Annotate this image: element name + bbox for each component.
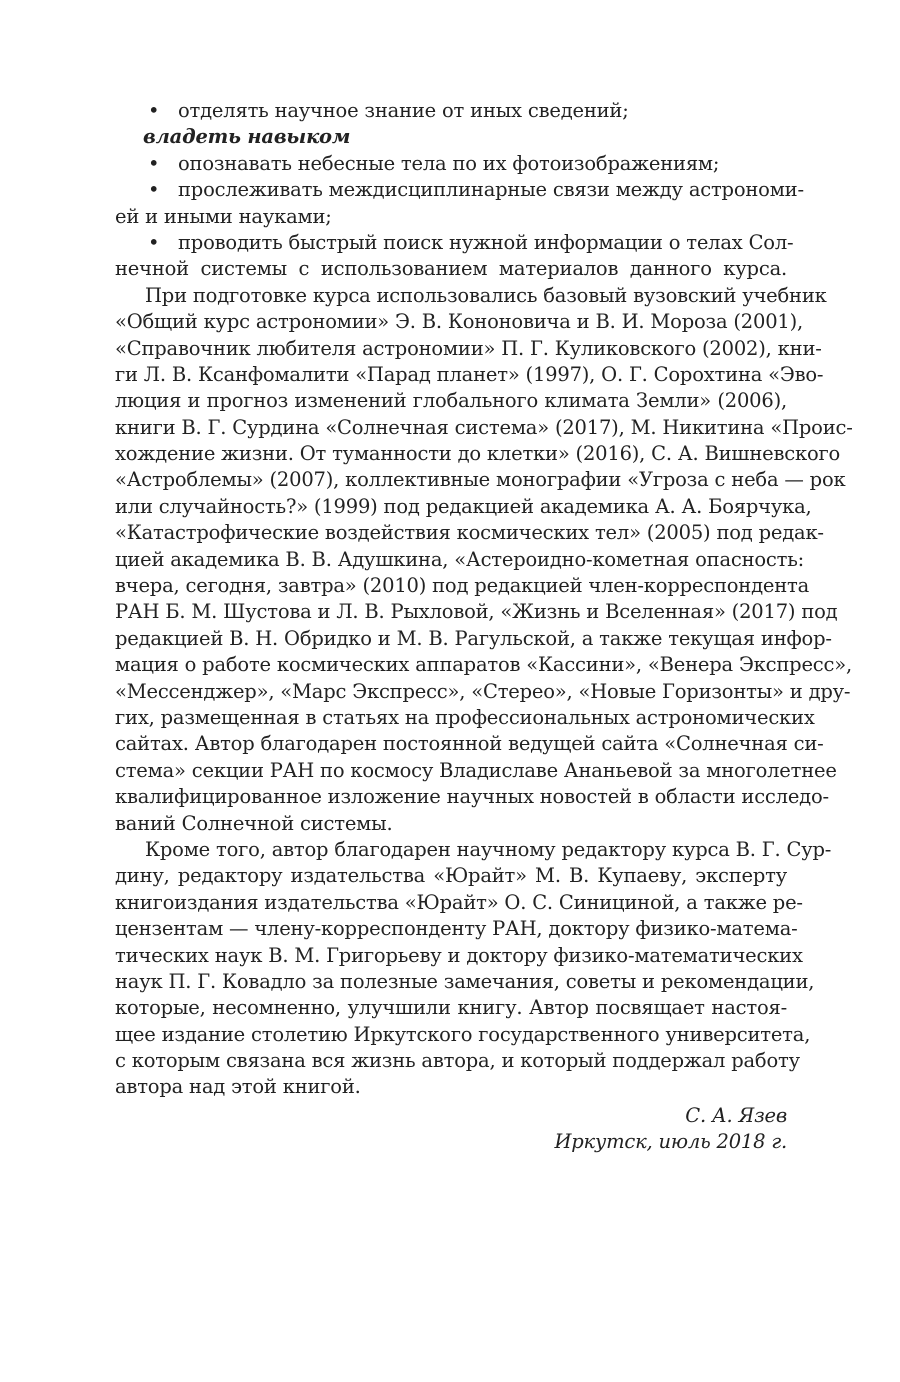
paragraph-line: с которым связана вся жизнь автора, и который поддержал работу xyxy=(115,1049,800,1073)
bullet-icon: • xyxy=(148,99,160,122)
paragraph-line: «Справочник любителя астрономии» П. Г. Куликовского (2002), кни- xyxy=(115,336,822,360)
list-item xyxy=(115,230,794,256)
bullet-icon: • xyxy=(148,151,160,175)
paragraph-line: квалифицированное изложение научных новостей в области исследо- xyxy=(115,785,829,809)
paragraph-line: щее издание столетию Иркутского государственного университета, xyxy=(115,1022,811,1046)
paragraph-line: редакцией В. Н. Обридко и М. В. Рагульской, а также текущая инфор- xyxy=(115,626,832,650)
paragraph-line: гих, размещенная в статьях на профессиональных астрономических xyxy=(115,705,815,729)
list-item-text: отделять научное знание от иных сведений; xyxy=(178,99,629,122)
paragraph-line: книгоиздания издательства «Юрайт» О. С. Синициной, а также ре- xyxy=(115,890,803,914)
paragraph-line: РАН Б. М. Шустова и Л. В. Рыхловой, «Жизнь и Вселенная» (2017) под xyxy=(115,600,838,624)
paragraph-acknowledgements xyxy=(115,837,832,1101)
paragraph-line: или случайность?» (1999) под редакцией академика А. А. Боярчука, xyxy=(115,494,812,518)
bullet-icon: • xyxy=(148,178,160,202)
list-item-text: проводить быстрый поиск нужной информации о телах Сол- xyxy=(178,230,794,254)
paragraph-line: люция и прогноз изменений глобального климата Земли» (2006), xyxy=(115,389,787,413)
paragraph-line: наук П. Г. Ковадло за полезные замечания, советы и рекомендации, xyxy=(115,969,815,993)
paragraph-line: При подготовке курса использовались базовый вузовский учебник xyxy=(145,283,827,307)
list-item xyxy=(115,98,787,124)
list-item xyxy=(115,151,787,177)
paragraph-line: тических наук В. М. Григорьеву и доктору физико-математических xyxy=(115,943,803,967)
paragraph-line: автора над этой книгой. xyxy=(115,1075,361,1099)
paragraph-line: вчера, сегодня, завтра» (2010) под редакцией член-корреспондента xyxy=(115,574,810,598)
paragraph-line: стема» секции РАН по космосу Владиславе Ананьевой за многолетнее xyxy=(115,758,837,782)
paragraph-line: «Общий курс астрономии» Э. В. Кононовича и В. И. Мороза (2001), xyxy=(115,310,804,334)
list-item-text: прослеживать междисциплинарные связи между астрономи- xyxy=(178,178,804,202)
list-item xyxy=(115,177,804,203)
list-item-continuation: ей и иными науками; xyxy=(115,204,332,228)
paragraph-line: сайтах. Автор благодарен постоянной ведущей сайта «Солнечная си- xyxy=(115,732,824,756)
paragraph-line: ваний Солнечной системы. xyxy=(115,811,393,835)
paragraph-line: хождение жизни. От туманности до клетки» (2016), С. А. Вишневского xyxy=(115,442,841,466)
skill-heading: владеть навыком xyxy=(143,125,351,149)
paragraph-line: мация о работе космических аппаратов «Кассини», «Венера Экспресс», xyxy=(115,653,852,677)
paragraph-line: «Мессенджер», «Марс Экспресс», «Стерео», «Новые Горизонты» и дру- xyxy=(115,679,851,703)
place-date: Иркутск, июль 2018 г. xyxy=(554,1130,787,1154)
author-name: С. А. Язев xyxy=(685,1103,787,1127)
paragraph-line: книги В. Г. Сурдина «Солнечная система» (2017), М. Никитина «Проис- xyxy=(115,415,853,439)
paragraph-line: «Катастрофические воздействия космических тел» (2005) под редак- xyxy=(115,521,824,545)
paragraph-sources xyxy=(115,283,853,837)
bullet-icon: • xyxy=(148,230,160,254)
paragraph-line: цензентам — члену-корреспонденту РАН, доктору физико-матема- xyxy=(115,917,798,941)
paragraph-line: цией академика В. В. Адушкина, «Астероидно-кометная опасность: xyxy=(115,547,805,571)
paragraph-line: которые, несомненно, улучшили книгу. Автор посвящает настоя- xyxy=(115,996,787,1020)
signature-block xyxy=(115,1103,787,1156)
paragraph-line: дину, редактору издательства «Юрайт» М. В. Купаеву, эксперту xyxy=(115,864,787,888)
list-item-text: опознавать небесные тела по их фотоизображениям; xyxy=(178,151,720,175)
paragraph-line: Кроме того, автор благодарен научному редактору курса В. Г. Сур- xyxy=(145,837,832,861)
page-text xyxy=(115,98,853,1156)
paragraph-line: ги Л. В. Ксанфомалити «Парад планет» (1997), О. Г. Сорохтина «Эво- xyxy=(115,362,824,386)
paragraph-line: «Астроблемы» (2007), коллективные монографии «Угроза с неба — рок xyxy=(115,468,846,492)
list-item-continuation: нечной системы с использованием материалов данного курса. xyxy=(115,257,787,281)
